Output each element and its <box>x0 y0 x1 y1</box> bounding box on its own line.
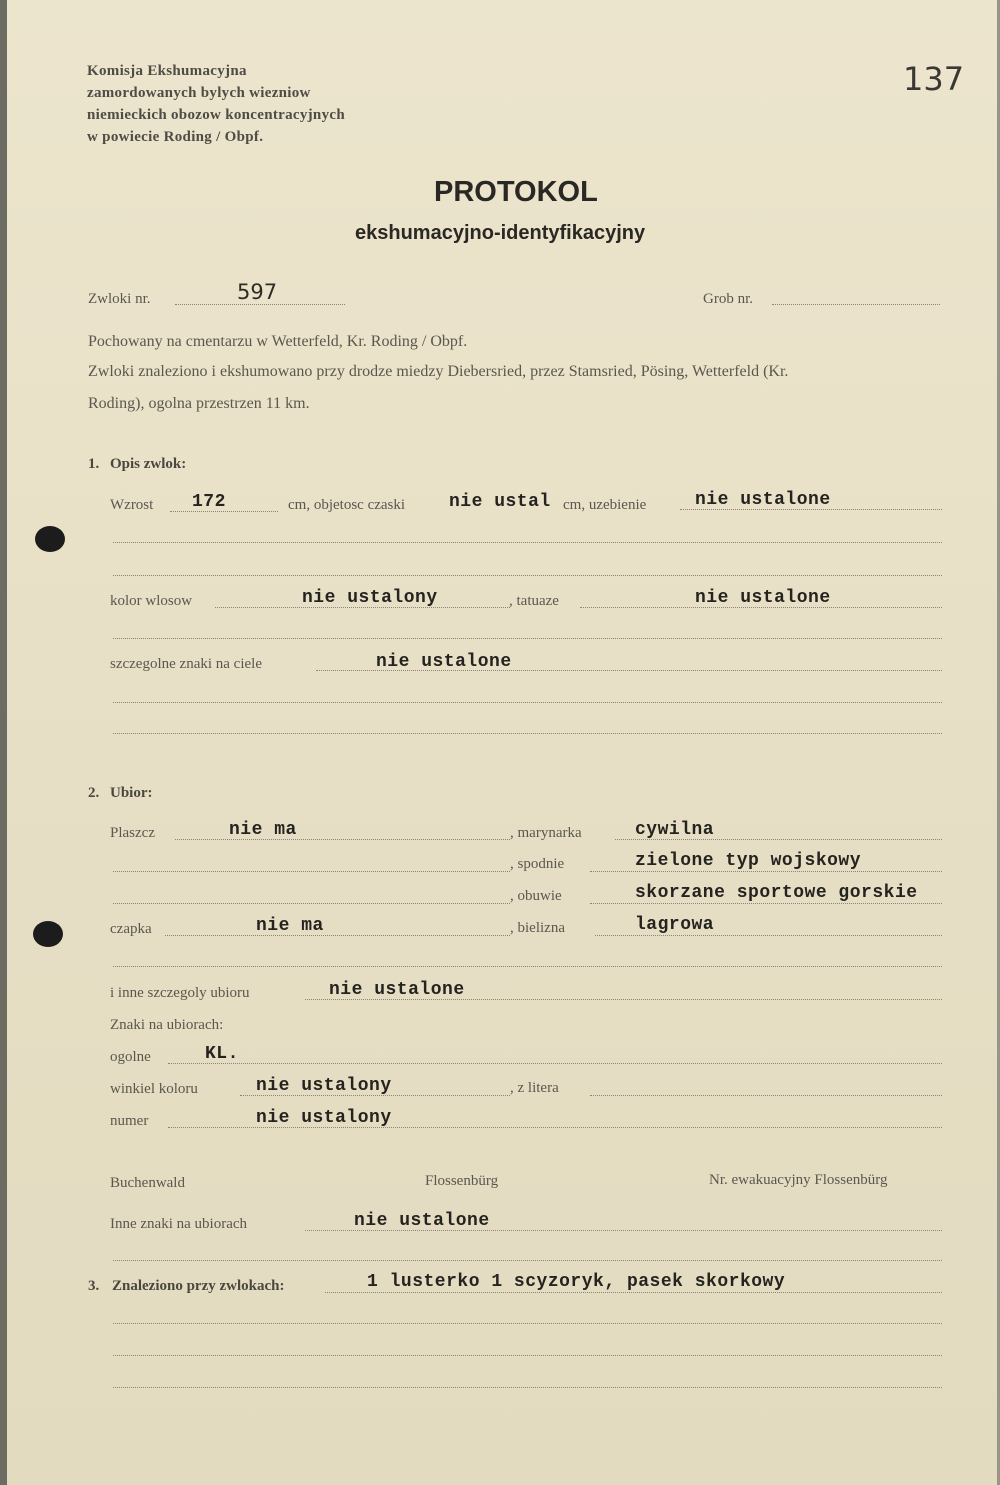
inne-znaki-label: Inne znaki na ubiorach <box>110 1216 248 1232</box>
obuwie-label: , obuwie <box>510 888 562 904</box>
pochowany-text: Pochowany na cmentarzu w Wetterfeld, Kr. Roding / Obpf. <box>88 333 468 350</box>
flossenburg-label: Flossenbürg <box>425 1173 499 1189</box>
czapka-value: nie ma <box>256 916 324 936</box>
grob-label: Grob nr. <box>703 291 753 307</box>
nr-ewakuacyjny-label: Nr. ewakuacyjny Flossenbürg <box>709 1172 888 1188</box>
bielizna-value: lagrowa <box>635 915 715 935</box>
z-litera-label: , z litera <box>510 1080 559 1096</box>
zwloki-number: 597 <box>237 280 278 304</box>
ogolne-label: ogolne <box>110 1049 151 1065</box>
z-litera-line <box>590 1095 942 1096</box>
objetosc-label: cm, objetosc czaski <box>288 497 406 513</box>
kolor-label: kolor wlosow <box>110 593 193 609</box>
buchenwald-label: Buchenwald <box>110 1175 185 1191</box>
scan-edge-left <box>0 0 7 1485</box>
blank-line <box>113 733 942 734</box>
uzebienie-value: nie ustalone <box>695 490 831 510</box>
section-2-number: 2. <box>88 785 100 801</box>
znaleziono-line-2: Roding), ogolna przestrzen 11 km. <box>88 395 310 412</box>
winkiel-label: winkiel koloru <box>110 1081 198 1097</box>
tatuaze-value: nie ustalone <box>695 588 831 608</box>
marynarka-value: cywilna <box>635 820 715 840</box>
bielizna-label: , bielizna <box>510 920 565 936</box>
znaleziono-line-1: Zwloki znaleziono i ekshumowano przy drodze miedzy Diebersried, przez Stamsried, Pösing, Wetterfeld (Kr. <box>88 363 789 380</box>
zwloki-label: Zwloki nr. <box>88 291 151 307</box>
czapka-label: czapka <box>110 921 152 937</box>
page-number: 137 <box>903 60 965 98</box>
header-line-4: w powiecie Roding / Obpf. <box>87 129 264 145</box>
numer-label: numer <box>110 1113 149 1129</box>
spodnie-label: , spodnie <box>510 856 565 872</box>
plaszcz-value: nie ma <box>229 820 297 840</box>
blank-line <box>113 1387 942 1388</box>
blank-line <box>113 638 942 639</box>
kolor-value: nie ustalony <box>302 588 438 608</box>
section-3-line <box>325 1292 942 1293</box>
obuwie-value: skorzane sportowe gorskie <box>635 883 918 903</box>
section-2-title: Ubior: <box>110 785 153 801</box>
header-line-3: niemieckich obozow koncentracyjnych <box>87 107 345 123</box>
section-1-title: Opis zwlok: <box>110 456 187 472</box>
punch-hole-bottom <box>33 921 63 947</box>
spodnie-value: zielone typ wojskowy <box>635 851 862 871</box>
tatuaze-label: , tatuaze <box>509 593 559 609</box>
document-subtitle: ekshumacyjno-identyfikacyjny <box>355 222 646 244</box>
czapka-line <box>165 935 510 936</box>
znaki-ubior-label: Znaki na ubiorach: <box>110 1017 224 1033</box>
ogolne-value: KL. <box>205 1044 239 1064</box>
zwloki-line <box>175 304 345 305</box>
blank-line <box>113 542 942 543</box>
blank-line <box>113 871 510 872</box>
document-title: PROTOKOL <box>434 176 598 208</box>
blank-line <box>113 1355 942 1356</box>
section-3-title: Znaleziono przy zwlokach: <box>112 1278 285 1294</box>
obuwie-line <box>590 903 942 904</box>
section-3-value: 1 lusterko 1 scyzoryk, pasek skorkowy <box>367 1272 786 1292</box>
blank-line <box>113 1260 942 1261</box>
znaki-cialo-label: szczegolne znaki na ciele <box>110 656 262 672</box>
section-1-number: 1. <box>88 456 100 472</box>
spodnie-line <box>590 871 942 872</box>
wzrost-label: Wzrost <box>110 497 154 513</box>
blank-line <box>113 702 942 703</box>
znaki-cialo-value: nie ustalone <box>376 652 512 672</box>
inne-znaki-value: nie ustalone <box>354 1211 490 1231</box>
inne-szczegoly-label: i inne szczegoly ubioru <box>110 985 250 1001</box>
inne-szczegoly-value: nie ustalone <box>329 980 465 1000</box>
blank-line <box>113 575 942 576</box>
bielizna-line <box>595 935 942 936</box>
blank-line <box>113 1323 942 1324</box>
punch-hole-top <box>35 526 65 552</box>
numer-value: nie ustalony <box>256 1108 392 1128</box>
winkiel-value: nie ustalony <box>256 1076 392 1096</box>
uzebienie-label: cm, uzebienie <box>563 497 647 513</box>
ogolne-line <box>168 1063 942 1064</box>
blank-line <box>113 903 510 904</box>
blank-line <box>113 966 942 967</box>
plaszcz-line <box>175 839 510 840</box>
wzrost-value: 172 <box>192 492 226 512</box>
plaszcz-label: Plaszcz <box>110 825 155 841</box>
grob-line <box>772 304 940 305</box>
header-line-2: zamordowanych bylych wiezniow <box>87 85 311 101</box>
objetosc-value: nie ustal <box>449 492 551 512</box>
header-line-1: Komisja Ekshumacyjna <box>87 63 247 79</box>
marynarka-label: , marynarka <box>510 825 582 841</box>
section-3-number: 3. <box>88 1278 100 1294</box>
